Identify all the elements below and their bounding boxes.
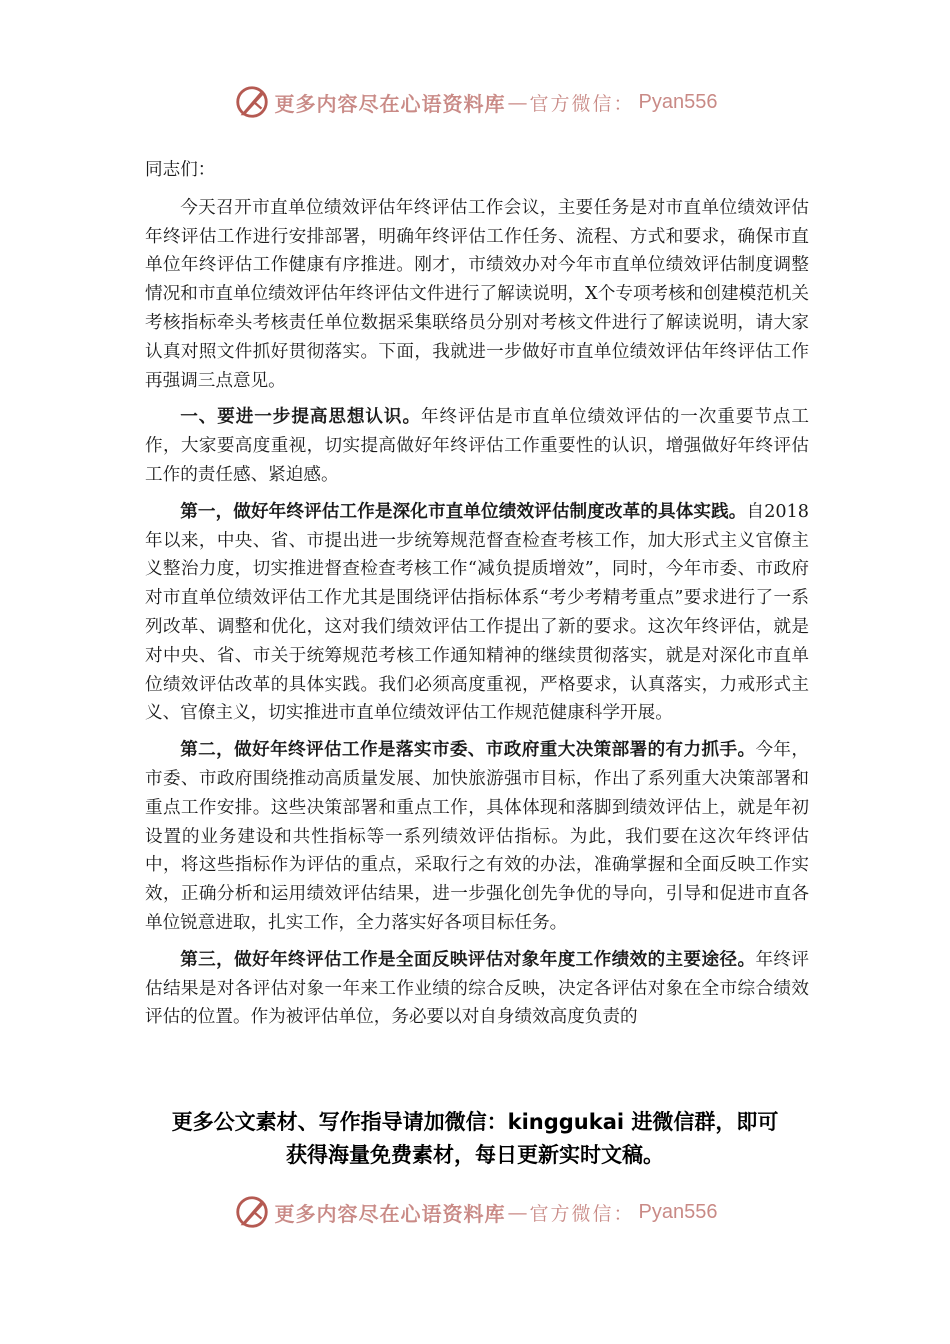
promo-line-1: 更多公文素材、写作指导请加微信：kinggukai 进微信群，即可 [171,1110,779,1134]
brand-dash: — [507,90,528,114]
wechat-id: Pyan556 [638,90,718,113]
point-2-paragraph [145,736,809,938]
quill-logo-icon [233,83,271,121]
section-1-body: 年终评估是市直单位绩效评估的一次重要节点工作，大家要高度重视，切实提高做好年终评估工作重要性的认识，增强做好年终评估工作的责任感、紧迫感。 [145,407,809,485]
intro-paragraph: 今天召开市直单位绩效评估年终评估工作会议，主要任务是对市直单位绩效评估年终评估工作进行安排部署，明确年终评估工作任务、流程、方式和要求，确保市直单位年终评估工作健康有序推进。刚才，市绩效办对今年市直单位绩效评估制度调整情况和市直单位绩效评估年终评估文件进行了解读说明，X个专项考核和创建模范机关考核指标牵头考核责任单位数据采集联络员分别对考核文件进行了解读说明，请大家认真对照文件抓好贯彻落实。下面，我就进一步做好市直单位绩效评估年终评估工作再强调三点意见。 [145,197,809,391]
point-1-title: 第一，做好年终评估工作是深化市直单位绩效评估制度改革的具体实践。 [180,500,747,522]
point-2-body: 今年，市委、市政府围绕推动高质量发展、加快旅游强市目标，作出了系列重大决策部署和重点工作安排。这些决策部署和重点工作，具体体现和落脚到绩效评估上，就是年初设置的业务建设和共性指标等一系列绩效评估指标。为此，我们要在这次年终评估中，将这些指标作为评估的重点，采取行之有效的办法，准确掌握和全面反映工作实效，正确分析和运用绩效评估结果，进一步强化创先争优的导向，引导和促进市直各单位锐意进取，扎实工作，全力落实好各项目标任务。 [145,740,809,933]
point-3-paragraph [145,946,809,1032]
document-body [145,156,809,1040]
wechat-label: 官方微信： [529,92,635,115]
point-1-body: 自2018年以来，中央、省、市提出进一步统筹规范督查检查考核工作，加大形式主义官僚主义整治力度，切实推进督查检查考核工作“减负提质增效”，同时，今年市委、市政府对市直单位绩效评估工作尤其是围绕评估指标体系“考少考精考重点”要求进行了一系列改革、调整和优化，这对我们绩效评估工作提出了新的要求。这次年终评估，就是对中央、省、市关于统筹规范考核工作通知精神的继续贯彻落实，就是对深化市直单位绩效评估改革的具体实践。我们必须高度重视，严格要求，认真落实，力戒形式主义、官僚主义，切实推进市直单位绩效评估工作规范健康科学开展。 [145,501,809,724]
header-watermark [0,82,950,122]
brand-dash: — [507,1200,528,1224]
brand-text: 更多内容尽在心语资料库 [274,91,506,116]
section-1-title: 一、要进一步提高思想认识。 [180,406,421,428]
wechat-id: Pyan556 [638,1200,718,1223]
footer-watermark [0,1192,950,1232]
promo-notice [0,1106,950,1172]
promo-line-2: 获得海量免费素材，每日更新实时文稿。 [286,1143,664,1167]
greeting: 同志们： [145,160,216,180]
point-3-body: 年终评估结果是对各评估对象一年来工作业绩的综合反映，决定各评估对象在全市综合绩效评估的位置。作为被评估单位，务必要以对自身绩效高度负责的 [145,949,809,1028]
section-1-paragraph [145,403,809,489]
point-1-paragraph [145,498,809,728]
wechat-label: 官方微信： [529,1202,635,1225]
brand-text: 更多内容尽在心语资料库 [274,1201,506,1226]
point-2-title: 第二，做好年终评估工作是落实市委、市政府重大决策部署的有力抓手。 [180,739,756,761]
quill-logo-icon [233,1193,271,1231]
point-3-title: 第三，做好年终评估工作是全面反映评估对象年度工作绩效的主要途径。 [180,948,756,970]
